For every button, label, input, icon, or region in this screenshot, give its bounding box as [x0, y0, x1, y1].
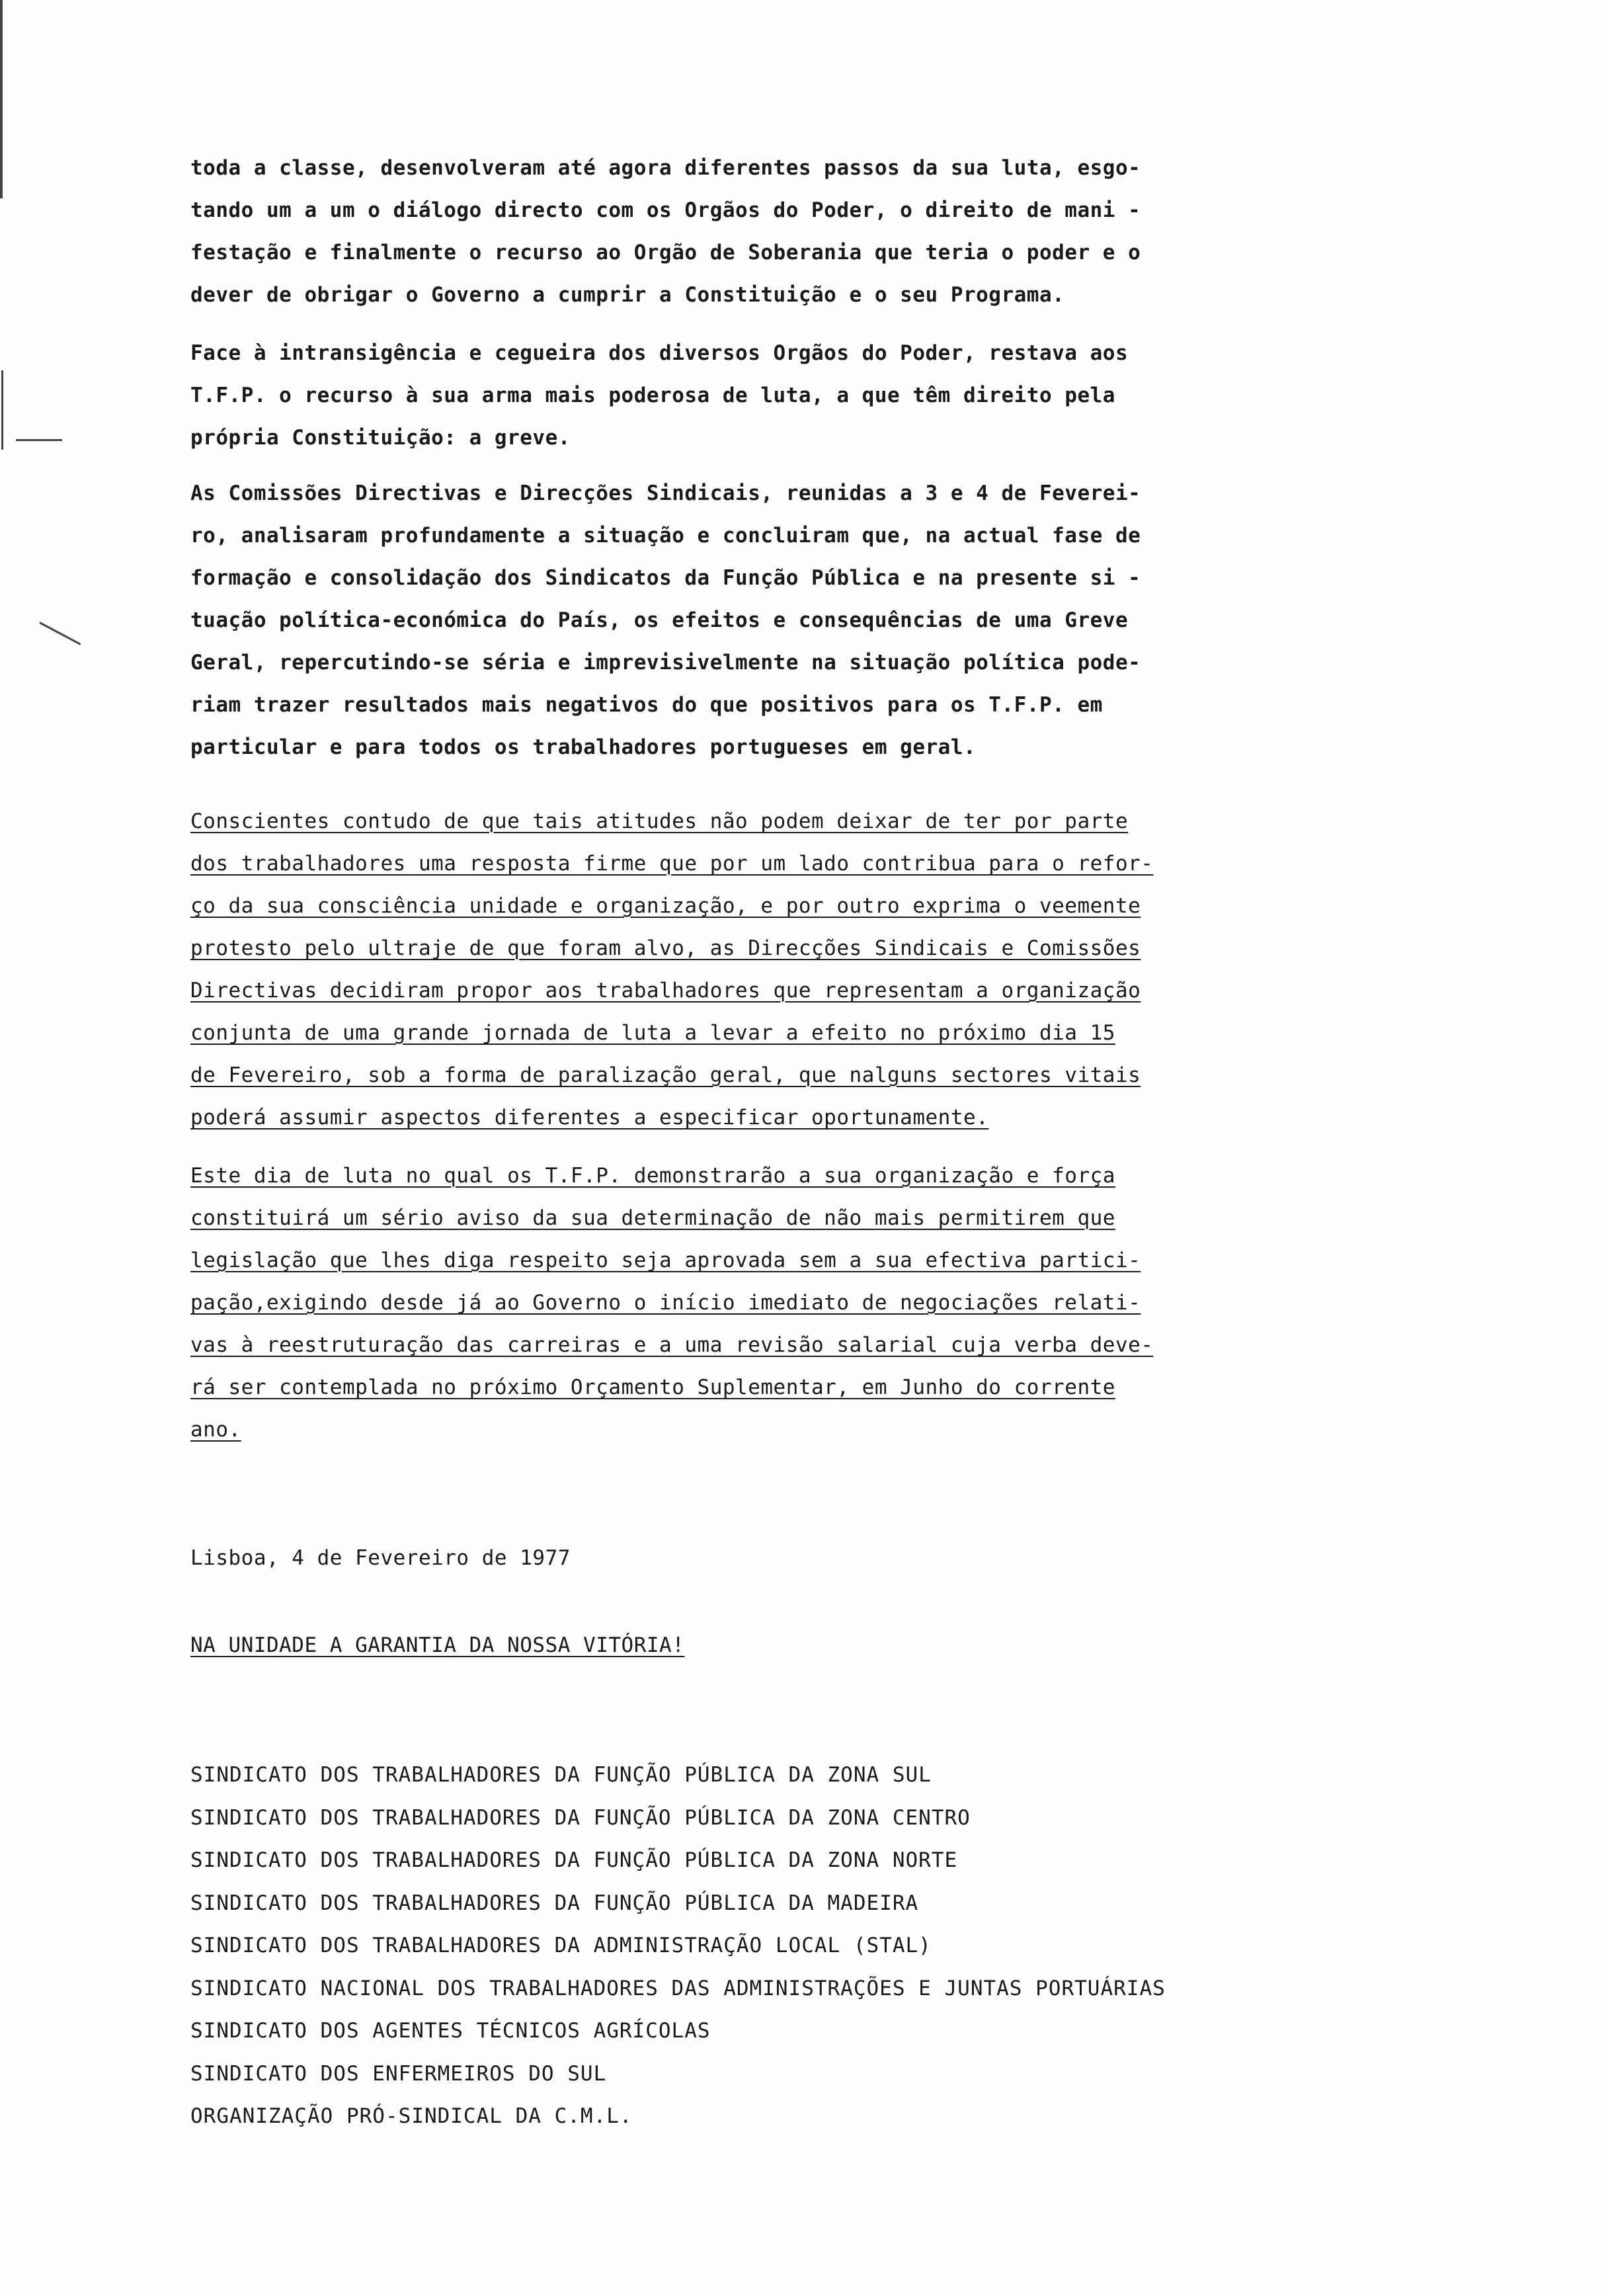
text-line: vas à reestruturação das carreiras e a uma revisão salarial cuja verba deve-: [190, 1333, 1154, 1357]
paragraph-2: [190, 332, 1354, 459]
text-line: conjunta de uma grande jornada de luta a levar a efeito no próximo dia 15: [190, 1021, 1115, 1045]
signatory: SINDICATO NACIONAL DOS TRABALHADORES DAS ADMINISTRAÇÕES E JUNTAS PORTUÁRIAS: [190, 1976, 1166, 2000]
signatory: ORGANIZAÇÃO PRÓ-SINDICAL DA C.M.L.: [190, 2104, 633, 2128]
text-line: riam trazer resultados mais negativos do que positivos para os T.F.P. em: [190, 693, 1103, 717]
scan-edge-mark: [39, 622, 81, 645]
text-line: ço da sua consciência unidade e organização, e por outro exprima o veemente: [190, 894, 1141, 918]
signatory: SINDICATO DOS ENFERMEIROS DO SUL: [190, 2061, 607, 2086]
text-line: Conscientes contudo de que tais atitudes não podem deixar de ter por parte: [190, 809, 1129, 833]
text-line: poderá assumir aspectos diferentes a especificar oportunamente.: [190, 1106, 989, 1129]
scan-edge-mark: [1, 370, 3, 450]
paragraph-3: [190, 472, 1354, 768]
date-line: Lisboa, 4 de Fevereiro de 1977: [190, 1546, 571, 1570]
text-line: formação e consolidação dos Sindicatos da Função Pública e na presente si -: [190, 566, 1141, 590]
signatory: SINDICATO DOS AGENTES TÉCNICOS AGRÍCOLAS: [190, 2019, 711, 2043]
signatories-list: [190, 1754, 1166, 2138]
text-line: toda a classe, desenvolveram até agora diferentes passos da sua luta, esgo-: [190, 156, 1141, 180]
text-line: legislação que lhes diga respeito seja aprovada sem a sua efectiva partici-: [190, 1249, 1141, 1272]
text-line: de Fevereiro, sob a forma de paralização geral, que nalguns sectores vitais: [190, 1063, 1141, 1087]
text-line: Face à intransigência e cegueira dos diversos Orgãos do Poder, restava aos: [190, 341, 1129, 365]
text-line: festação e finalmente o recurso ao Orgão de Soberania que teria o poder e o: [190, 241, 1141, 265]
text-line: constituirá um sério aviso da sua determinação de não mais permitirem que: [190, 1206, 1115, 1230]
paragraph-1: [190, 147, 1354, 316]
text-line: rá ser contemplada no próximo Orçamento Suplementar, em Junho do corrente: [190, 1375, 1115, 1399]
text-line: tando um a um o diálogo directo com os Orgãos do Poder, o direito de mani -: [190, 198, 1141, 222]
signatory: SINDICATO DOS TRABALHADORES DA ADMINISTRAÇÃO LOCAL (STAL): [190, 1934, 932, 1957]
text-line: ano.: [190, 1418, 241, 1442]
text-line: protesto pelo ultraje de que foram alvo, as Direcções Sindicais e Comissões: [190, 936, 1141, 960]
text-line: particular e para todos os trabalhadores portugueses em geral.: [190, 735, 977, 759]
scan-edge-mark: [0, 0, 3, 198]
text-line: tuação política-económica do País, os efeitos e consequências de uma Greve: [190, 608, 1129, 632]
signatory: SINDICATO DOS TRABALHADORES DA FUNÇÃO PÚBLICA DA ZONA CENTRO: [190, 1805, 971, 1830]
text-line: T.F.P. o recurso à sua arma mais poderosa de luta, a que têm direito pela: [190, 384, 1115, 407]
text-line: própria Constituição: a greve.: [190, 426, 571, 450]
text-line: pação,exigindo desde já ao Governo o início imediato de negociações relati-: [190, 1291, 1141, 1315]
signatory: SINDICATO DOS TRABALHADORES DA FUNÇÃO PÚBLICA DA ZONA SUL: [190, 1763, 932, 1787]
scan-edge-mark: [16, 439, 62, 441]
text-line: Geral, repercutindo-se séria e imprevisivelmente na situação política pode-: [190, 651, 1141, 675]
text-line: Directivas decidiram propor aos trabalhadores que representam a organização: [190, 979, 1141, 1003]
motto: NA UNIDADE A GARANTIA DA NOSSA VITÓRIA!: [190, 1633, 685, 1657]
signatory: SINDICATO DOS TRABALHADORES DA FUNÇÃO PÚBLICA DA ZONA NORTE: [190, 1848, 958, 1872]
text-line: Este dia de luta no qual os T.F.P. demonstrarão a sua organização e força: [190, 1164, 1115, 1188]
signatory: SINDICATO DOS TRABALHADORES DA FUNÇÃO PÚBLICA DA MADEIRA: [190, 1891, 919, 1915]
text-line: As Comissões Directivas e Direcções Sindicais, reunidas a 3 e 4 de Feverei-: [190, 481, 1141, 505]
text-line: dos trabalhadores uma resposta firme que por um lado contribua para o refor-: [190, 852, 1154, 876]
text-line: ro, analisaram profundamente a situação e concluiram que, na actual fase de: [190, 524, 1141, 548]
paragraph-4: [190, 800, 1354, 1139]
paragraph-5: [190, 1155, 1354, 1451]
text-line: dever de obrigar o Governo a cumprir a Constituição e o seu Programa.: [190, 283, 1065, 307]
